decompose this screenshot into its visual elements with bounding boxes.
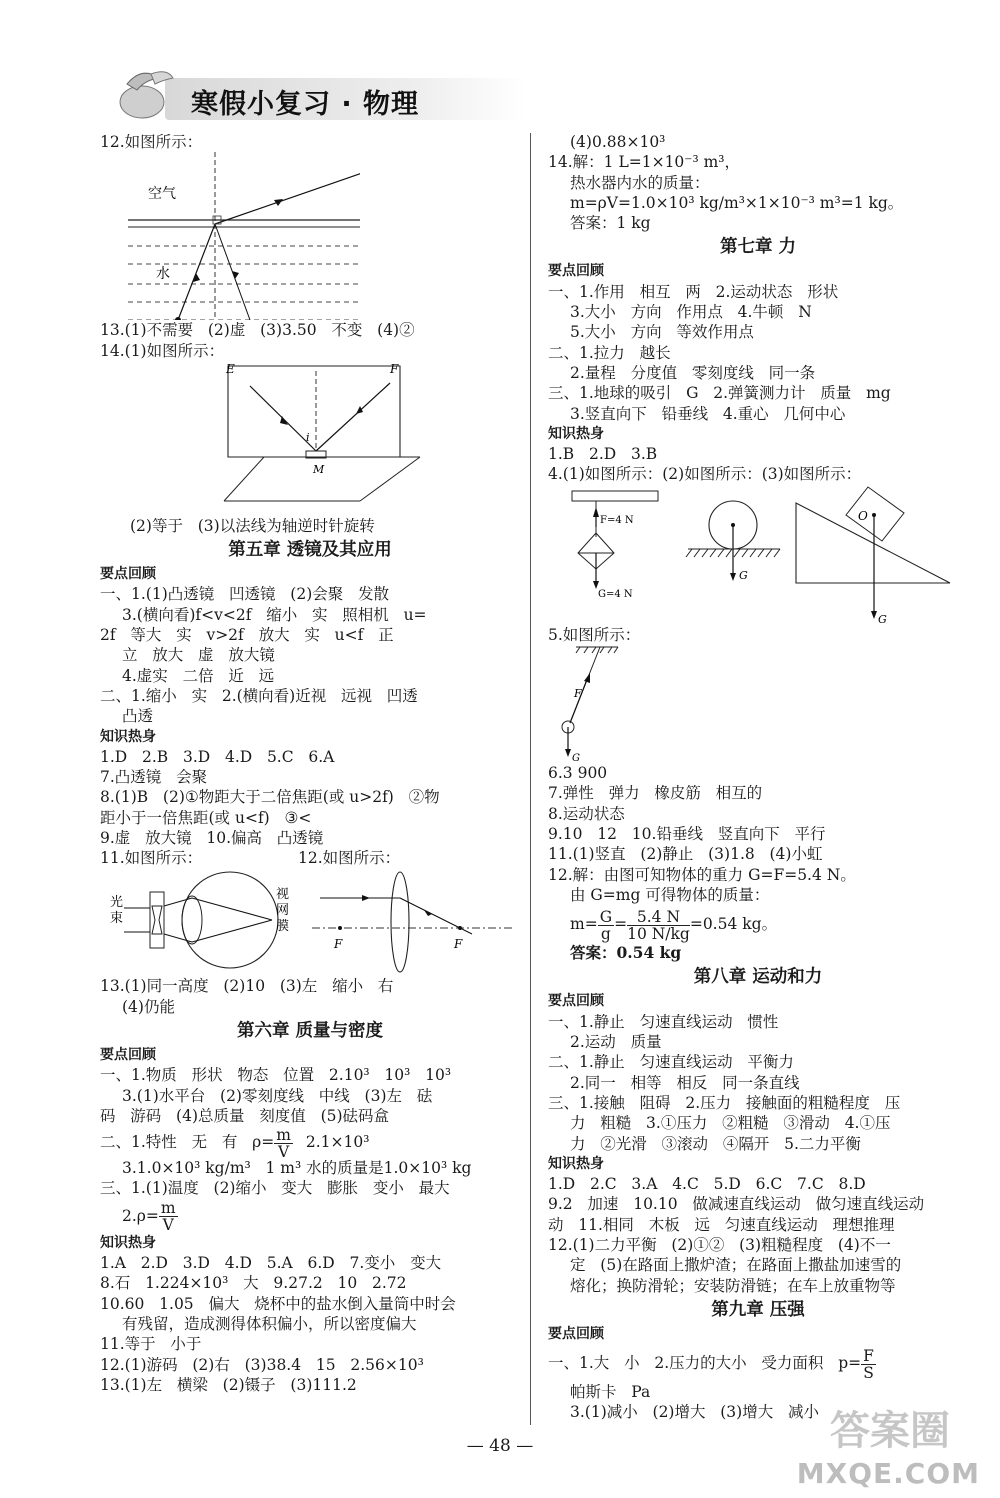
ch6-warm-6: 13.(1)左 横梁 (2)镊子 (3)111.2 [100,1375,357,1394]
chapter6-title: 第六章 质量与密度 [236,1020,384,1041]
fig4-f-label: F=4 N [600,514,634,526]
watermark-url: MXQE.COM [796,1457,980,1490]
leaf-logo-icon [107,64,177,124]
ch7-more-9: 答案：0.54 kg [570,943,682,963]
ch6-density-line [100,1125,520,1161]
ch6-line-2: 码 游码 (4)总质量 刻度值 (5)砝码盒 [100,1106,390,1125]
ch8-line-6: 力 ②光滑 ③滚动 ④隔开 5.二力平衡 [570,1134,861,1153]
ch8-warm-1: 9.2 加速 10.10 做减速直线运动 做匀速直线运动 [548,1195,925,1214]
q14b-text: (2)等于 (3)以法线为轴逆时针旋转 [130,516,375,535]
fig5-f-label: F [574,687,582,701]
ch7-line-5: 三、1.地球的吸引 G 2.弹簧测力计 质量 mg [548,384,891,403]
eye-figure [100,868,290,976]
ch6-warm-5: 12.(1)游码 (2)右 (3)38.4 15 2.56×10³ [100,1355,424,1374]
frac-numerator: m [276,1125,291,1144]
rt-top-4: 答案：1 kg [570,214,651,233]
force-diagrams [548,485,958,625]
frac-denominator: V [162,1216,174,1235]
ch5-warm-4: 9.虚 放大镜 10.偏高 凸透镜 [100,829,324,848]
focal-point-left: F [334,937,343,952]
ch9-line-2: 3.(1)减小 (2)增大 (3)增大 减小 [570,1403,819,1422]
fig4-g3-label: G [878,612,887,625]
ch6-line-3: 二、1.特性 无 有 ρ= [100,1133,275,1152]
mass-frac-1 [598,909,614,942]
ch6-warm-0: 1.A 2.D 3.D 4.D 5.A 6.D 7.变小 变大 [100,1254,442,1273]
ch8-line-2: 二、1.静止 匀速直线运动 平衡力 [548,1053,794,1072]
q14-text: 14.(1)如图所示： [100,341,225,360]
ch5-line-3: 立 放大 虚 放大镜 [122,646,275,665]
ch8-warm-3: 12.(1)二力平衡 (2)①② (3)粗糙程度 (4)不一 [548,1235,891,1254]
ch7-more-5: 12.解：由图可知物体的重力 G=F=5.4 N。 [548,865,856,884]
ch9-line-1: 帕斯卡 Pa [570,1383,651,1402]
ch8-line-4: 三、1.接触 阻碍 2.压力 接触面的粗糙程度 压 [548,1093,901,1112]
rt-top-1: 14.解：1 L=1×10⁻³ m³， [548,153,741,172]
frac-numerator: G [599,907,613,926]
fig5-g-label: G [572,753,580,764]
frac-denominator: 10 N/kg [627,924,690,943]
q5-text: 5.如图所示： [548,625,641,644]
retina-label: 视网膜 [276,887,290,935]
watermark-cn: 答案圈 [830,1408,950,1454]
page-title: 寒假小复习 · 物理 [191,89,420,120]
frac-numerator: 5.4 N [627,909,690,926]
ch7-more-2: 8.运动状态 [548,804,625,823]
frac-denominator: S [863,1363,874,1382]
ch7-line-0: 一、1.作用 相互 两 2.运动状态 形状 [548,282,839,301]
ch8-review-heading: 要点回顾 [548,993,604,1010]
ch6-line-0: 一、1.物质 形状 物态 位置 2.10³ 10³ 10³ [100,1066,452,1085]
ch7-more-0: 6.3 900 [548,764,608,783]
ch8-line-0: 一、1.静止 匀速直线运动 惯性 [548,1012,779,1031]
ch6-line-5: 3.1.0×10³ kg/m³ 1 m³ 水的质量是1.0×10³ kg [122,1159,472,1178]
q12-text: 12.如图所示： [100,133,203,151]
frac-denominator: V [277,1142,290,1161]
chapter5-title: 第五章 透镜及其应用 [228,540,392,561]
ch8-warm-0: 1.D 2.C 3.A 4.C 5.D 6.C 7.C 8.D [548,1175,866,1194]
pressure-line [548,1344,968,1382]
ch5-warm-heading: 知识热身 [100,728,156,745]
right-column [548,132,968,1423]
ch6-line-4: 2.1×10³ [305,1133,370,1152]
ch7-review-heading: 要点回顾 [548,263,604,280]
page-header [95,60,515,135]
page-number: — 48 — [466,1436,534,1456]
ch5-warm-0: 1.D 2.B 3.D 4.D 5.C 6.A [100,747,335,766]
ch6-warm-1: 8.石 1.224×10³ 大 9.27.2 10 2.72 [100,1274,407,1293]
i-label: i [306,430,310,444]
fig4-o-label: O [858,508,868,523]
light-beam-label: 光束 [110,895,124,927]
ch7-more-6: 由 G=mg 可得物体的质量： [570,885,770,904]
q13b2-text: (4)仍能 [122,997,175,1016]
ch7-line-3: 二、1.拉力 越长 [548,343,671,362]
ch8-line-1: 2.运动 质量 [570,1033,662,1052]
rt-top-3: m=ρV=1.0×10³ kg/m³×1×10⁻³ m³=1 kg。 [570,193,904,212]
mass-equation: m= $\frac{G}{g}$ = $\frac{5.4 N}{10 N/kg}$ =0.54 kg。 [570,907,778,943]
ch5-warm-1: 7.凸透镜 会聚 [100,768,208,787]
fig4-g-label: G=4 N [598,588,633,600]
ch6-review-heading: 要点回顾 [100,1046,156,1063]
q13-text: 13.(1)不需要 (2)虚 (3)3.50 不变 (4)② [100,321,415,340]
f-label: F [390,361,399,376]
lens-figures [100,868,520,976]
ch8-line-3: 2.同一 相等 相反 同一条直线 [570,1073,800,1092]
mass-frac-2 [627,909,690,942]
ch5-warm-2: 8.(1)B (2)①物距大于二倍焦距(或 u>2f) ②物 [100,788,440,807]
left-column [100,132,520,1395]
ch7-warm-heading: 知识热身 [548,425,604,442]
e-label: E [226,361,235,376]
water-label: 水 [156,266,170,283]
ch8-warm-2: 动 11.相同 木板 远 匀速直线运动 理想推理 [548,1215,895,1234]
column-divider [530,133,531,1425]
chapter8-title: 第八章 运动和力 [693,967,823,988]
ch6-warm-4: 11.等于 小于 [100,1335,202,1354]
ch5-line-6: 凸透 [122,707,154,726]
ch5-line-2: 2f 等大 实 v>2f 放大 实 u<f 正 [100,626,394,645]
ch7-more-1: 7.弹性 弹力 橡皮筋 相互的 [548,784,763,803]
pressure-fraction [861,1348,876,1381]
ch5-warm-5: 11.如图所示： [100,849,203,868]
frac-denominator: g [600,924,611,943]
ch7-warm-1: 4.(1)如图所示：(2)如图所示：(3)如图所示： [548,465,862,484]
ch7-line-6: 3.竖直向下 铅垂线 4.重心 几何中心 [570,404,846,423]
frac-numerator: m [160,1199,176,1218]
ch9-review-heading: 要点回顾 [548,1325,604,1342]
chapter7-title: 第七章 力 [719,237,797,258]
refraction-figure [100,152,360,320]
rt-top-2: 热水器内水的质量： [570,173,710,192]
ch8-warm-4: 定 (5)在路面上撒炉渣；在路面上撒盐加速雪的 [570,1256,902,1275]
focal-point-right: F [454,937,463,952]
ch8-line-5: 力 粗糙 3.①压力 ②粗糙 ③滑动 4.①压 [570,1114,891,1133]
ch6-warm-3: 有残留，造成测得体积偏小，所以密度偏大 [122,1314,417,1333]
density-fraction [274,1127,293,1160]
watermark [750,1405,980,1490]
convex-lens-figure [312,868,522,976]
ch7-more-8: =0.54 kg。 [689,915,778,934]
ch8-warm-5: 熔化；换防滑轮；安装防滑链；在车上放重物等 [570,1276,896,1295]
ch7-line-4: 2.量程 分度值 零刻度线 同一条 [570,363,816,382]
ch7-line-2: 5.大小 方向 等效作用点 [570,323,754,342]
air-label: 空气 [148,186,176,203]
ch5-warm-6: 12.如图所示： [298,849,401,868]
ch6-line-6: 三、1.(1)温度 (2)缩小 变大 膨胀 变小 最大 [100,1179,450,1198]
rt-top-0: (4)0.88×10³ [570,133,666,151]
ch5-line-4: 4.虚实 二倍 近 远 [122,666,275,685]
fig4-g2-label: G [739,568,748,582]
ch7-line-1: 3.大小 方向 作用点 4.牛顿 N [570,303,812,322]
pendulum-figure [548,645,668,763]
q13b-text: 13.(1)同一高度 (2)10 (3)左 缩小 右 [100,977,394,996]
ch5-line-5: 二、1.缩小 实 2.(横向看)近视 远视 凹透 [100,686,418,705]
ch5-line-1: 3.(横向看)f<v<2f 缩小 实 照相机 u= [122,605,427,624]
ch7-more-3: 9.10 12 10.铅垂线 竖直向下 平行 [548,824,826,843]
chapter9-title: 第九章 压强 [711,1299,805,1320]
ch8-warm-heading: 知识热身 [548,1155,604,1172]
reflection-figure [100,361,460,516]
ch7-more-4: 11.(1)竖直 (2)静止 (3)1.8 (4)小虹 [548,845,823,864]
ch5-warm-3: 距小于一倍焦距(或 u<f) ③< [100,808,312,827]
ch5-line-0: 一、1.(1)凸透镜 凹透镜 (2)会聚 发散 [100,585,390,604]
ch6-warm-2: 10.60 1.05 偏大 烧杯中的盐水倒入量筒中时会 [100,1294,456,1313]
ch9-line-0: 一、1.大 小 2.压力的大小 受力面积 p= [548,1354,862,1373]
ch6-warm-heading: 知识热身 [100,1234,156,1251]
frac-numerator: F [863,1346,874,1365]
ch5-review-heading: 要点回顾 [100,566,156,583]
ch6-density-line2 [100,1199,520,1233]
ch6-line-1: 3.(1)水平台 (2)零刻度线 中线 (3)左 砝 [122,1086,433,1105]
ch7-more-7: m= [570,915,598,934]
m-label: M [313,462,325,476]
density-fraction-2 [159,1200,178,1233]
ch6-line-7: 2.ρ= [122,1206,159,1225]
ch7-warm-0: 1.B 2.D 3.B [548,445,658,464]
